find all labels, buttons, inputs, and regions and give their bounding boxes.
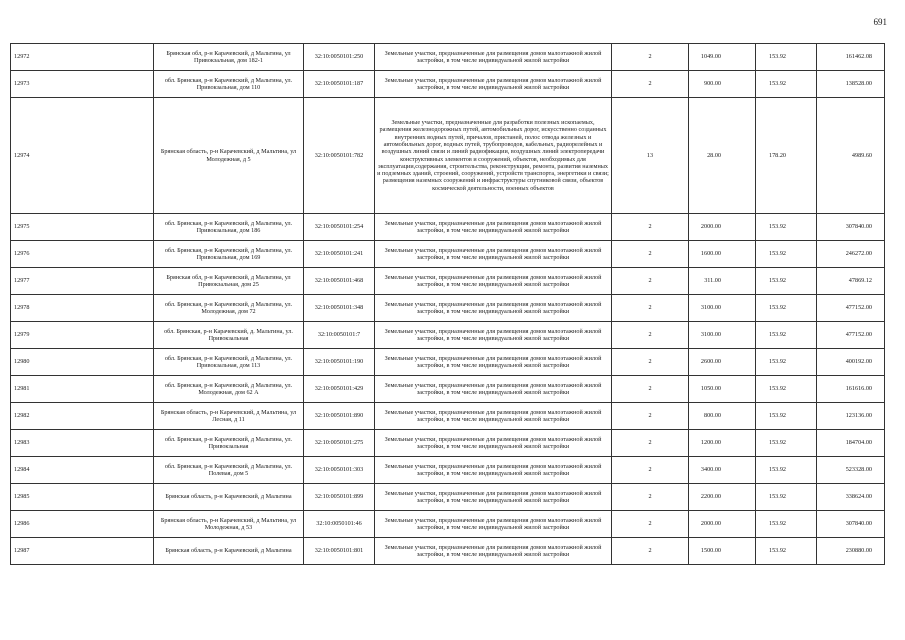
table-row: [11, 538, 885, 565]
cadastral-number: 32:10:0050101:782: [304, 98, 375, 214]
cadastral-cost: 47869.12: [817, 268, 885, 295]
use-group: 2: [612, 322, 689, 349]
address-cell: обл. Брянская, р-н Карачевский, д Мальтина, ул. Привокзальная, дом 169: [154, 241, 304, 268]
area-value: 3100.00: [689, 322, 756, 349]
cadastral-number: 32:10:0050101:899: [304, 484, 375, 511]
specific-value: 153.92: [756, 376, 817, 403]
land-use-purpose: Земельные участки, предназначенные для размещения домов малоэтажной жилой застройки, в том числе индивидуальной жилой застройки: [375, 376, 612, 403]
use-group: 2: [612, 44, 689, 71]
cadastral-number: 32:10:0050101:348: [304, 295, 375, 322]
specific-value: 153.92: [756, 214, 817, 241]
cadastral-cost: 523328.00: [817, 457, 885, 484]
land-use-purpose: Земельные участки, предназначенные для размещения домов малоэтажной жилой застройки, в том числе индивидуальной жилой застройки: [375, 214, 612, 241]
specific-value: 153.92: [756, 71, 817, 98]
cadastral-number: 32:10:0050101:241: [304, 241, 375, 268]
area-value: 2000.00: [689, 214, 756, 241]
table-row: [11, 98, 885, 214]
specific-value: 153.92: [756, 349, 817, 376]
use-group: 2: [612, 403, 689, 430]
cadastral-cost: 184704.00: [817, 430, 885, 457]
cadastral-number: 32:10:0050101:468: [304, 268, 375, 295]
address-cell: обл. Брянская, р-н Карачевский, д Мальтина, ул. Привокзальная, дом 186: [154, 214, 304, 241]
cadastral-cost: 246272.00: [817, 241, 885, 268]
use-group: 2: [612, 295, 689, 322]
record-number: 12979: [11, 322, 154, 349]
area-value: 28.00: [689, 98, 756, 214]
specific-value: 153.92: [756, 268, 817, 295]
area-value: 2000.00: [689, 511, 756, 538]
record-number: 12974: [11, 98, 154, 214]
table-row: [11, 322, 885, 349]
land-use-purpose: Земельные участки, предназначенные для размещения домов малоэтажной жилой застройки, в том числе индивидуальной жилой застройки: [375, 71, 612, 98]
page-number: 691: [873, 17, 887, 27]
land-use-purpose: Земельные участки, предназначенные для размещения домов малоэтажной жилой застройки, в том числе индивидуальной жилой застройки: [375, 295, 612, 322]
record-number: 12981: [11, 376, 154, 403]
use-group: 2: [612, 484, 689, 511]
table-row: [11, 268, 885, 295]
cadastral-number: 32:10:0050101:254: [304, 214, 375, 241]
land-use-purpose: Земельные участки, предназначенные для размещения домов малоэтажной жилой застройки, в том числе индивидуальной жилой застройки: [375, 44, 612, 71]
cadastral-cost: 307840.00: [817, 214, 885, 241]
cadastral-number: 32:10:0050101:303: [304, 457, 375, 484]
table-row: [11, 376, 885, 403]
use-group: 2: [612, 457, 689, 484]
area-value: 2600.00: [689, 349, 756, 376]
record-number: 12984: [11, 457, 154, 484]
use-group: 2: [612, 349, 689, 376]
address-cell: обл. Брянская, р-н Карачевский, д. Мальтина, ул. Привокзальная: [154, 322, 304, 349]
record-number: 12986: [11, 511, 154, 538]
table-row: [11, 44, 885, 71]
address-cell: Брянская область, р-н Карачевский, д Мальтина, ул Лесная, д 11: [154, 403, 304, 430]
land-use-purpose: Земельные участки, предназначенные для размещения домов малоэтажной жилой застройки, в том числе индивидуальной жилой застройки: [375, 322, 612, 349]
registry-body: [11, 44, 885, 565]
specific-value: 153.92: [756, 430, 817, 457]
address-cell: обл. Брянская, р-н Карачевский, д Мальтина, ул. Привокзальная, дом 113: [154, 349, 304, 376]
address-cell: обл. Брянская, р-н Карачевский, д Мальтина, ул. Молодежная, дом 62 А: [154, 376, 304, 403]
address-cell: обл. Брянская, р-н Карачевский, д Мальтина, ул. Привокзальная, дом 110: [154, 71, 304, 98]
cadastral-cost: 400192.00: [817, 349, 885, 376]
use-group: 2: [612, 268, 689, 295]
land-use-purpose: Земельные участки, предназначенные для размещения домов малоэтажной жилой застройки, в том числе индивидуальной жилой застройки: [375, 484, 612, 511]
table-row: [11, 484, 885, 511]
cadastral-cost: 123136.00: [817, 403, 885, 430]
address-cell: Брянская обл, р-н Карачевский, д Мальтина, ул Привокзальная, дом 182-1: [154, 44, 304, 71]
table-row: [11, 511, 885, 538]
table-row: [11, 349, 885, 376]
address-cell: Брянская область, р-н Карачевский, д Мальтина: [154, 484, 304, 511]
record-number: 12987: [11, 538, 154, 565]
specific-value: 153.92: [756, 511, 817, 538]
table-row: [11, 295, 885, 322]
specific-value: 153.92: [756, 457, 817, 484]
area-value: 1050.00: [689, 376, 756, 403]
area-value: 1600.00: [689, 241, 756, 268]
use-group: 2: [612, 214, 689, 241]
table-row: [11, 430, 885, 457]
cadastral-number: 32:10:0050101:429: [304, 376, 375, 403]
cadastral-number: 32:10:0050101:190: [304, 349, 375, 376]
record-number: 12976: [11, 241, 154, 268]
use-group: 2: [612, 71, 689, 98]
use-group: 2: [612, 376, 689, 403]
table-row: [11, 241, 885, 268]
cadastral-cost: 138528.00: [817, 71, 885, 98]
land-use-purpose: Земельные участки, предназначенные для разработки полезных ископаемых, размещения железнодорожных путей, автомобильных дорог, искусственно созданных внутренних водных путей, причалов, пристаней, полос отвода железных и автомобильных дорог, водных путей, трубопроводов, кабельных, радиорелейных и воздушных линий связи и линий радиофикации, воздушных линий электропередачи конструктивных элементов и сооружений, объектов, необходимых для эксплуатации,содержания, строительства, реконструкции, ремонта, развития наземных и подземных зданий, строений, сооружений, устройств транспорта, энергетики и связи; размещения наземных сооружений и инфраструктуры спутниковой связи, объектов космической деятельности, военных объектов: [375, 98, 612, 214]
cadastral-number: 32:10:0050101:46: [304, 511, 375, 538]
table-row: [11, 403, 885, 430]
record-number: 12972: [11, 44, 154, 71]
area-value: 1049.00: [689, 44, 756, 71]
specific-value: 153.92: [756, 538, 817, 565]
area-value: 800.00: [689, 403, 756, 430]
area-value: 2200.00: [689, 484, 756, 511]
cadastral-number: 32:10:0050101:890: [304, 403, 375, 430]
land-use-purpose: Земельные участки, предназначенные для размещения домов малоэтажной жилой застройки, в том числе индивидуальной жилой застройки: [375, 241, 612, 268]
land-use-purpose: Земельные участки, предназначенные для размещения домов малоэтажной жилой застройки, в том числе индивидуальной жилой застройки: [375, 403, 612, 430]
use-group: 2: [612, 538, 689, 565]
record-number: 12973: [11, 71, 154, 98]
cadastral-number: 32:10:0050101:275: [304, 430, 375, 457]
specific-value: 153.92: [756, 484, 817, 511]
address-cell: обл. Брянская, р-н Карачевский, д Мальтина, ул. Полевая, дом 5: [154, 457, 304, 484]
specific-value: 153.92: [756, 44, 817, 71]
use-group: 2: [612, 241, 689, 268]
address-cell: Брянская область, р-н Карачевский, д Мальтина, ул Молодежная, д 53: [154, 511, 304, 538]
area-value: 3100.00: [689, 295, 756, 322]
record-number: 12982: [11, 403, 154, 430]
cadastral-cost: 477152.00: [817, 322, 885, 349]
area-value: 900.00: [689, 71, 756, 98]
specific-value: 178.20: [756, 98, 817, 214]
land-use-purpose: Земельные участки, предназначенные для размещения домов малоэтажной жилой застройки, в том числе индивидуальной жилой застройки: [375, 430, 612, 457]
cadastral-cost: 477152.00: [817, 295, 885, 322]
address-cell: Брянская обл, р-н Карачевский, д Мальтина, ул Привокзальная, дом 25: [154, 268, 304, 295]
record-number: 12978: [11, 295, 154, 322]
area-value: 311.00: [689, 268, 756, 295]
area-value: 3400.00: [689, 457, 756, 484]
area-value: 1200.00: [689, 430, 756, 457]
cadastral-registry-table: [10, 43, 885, 565]
cadastral-cost: 307840.00: [817, 511, 885, 538]
table-row: [11, 71, 885, 98]
use-group: 2: [612, 511, 689, 538]
address-cell: обл. Брянская, р-н Карачевский, д Мальтина, ул. Молодежная, дом 72: [154, 295, 304, 322]
address-cell: обл. Брянская, р-н Карачевский, д Мальтина, ул. Привокзальная: [154, 430, 304, 457]
cadastral-number: 32:10:0050101:801: [304, 538, 375, 565]
land-use-purpose: Земельные участки, предназначенные для размещения домов малоэтажной жилой застройки, в том числе индивидуальной жилой застройки: [375, 457, 612, 484]
address-cell: Брянская область, р-н Карачевский, д Мальтина: [154, 538, 304, 565]
cadastral-cost: 230880.00: [817, 538, 885, 565]
record-number: 12983: [11, 430, 154, 457]
land-use-purpose: Земельные участки, предназначенные для размещения домов малоэтажной жилой застройки, в том числе индивидуальной жилой застройки: [375, 268, 612, 295]
cadastral-cost: 4989.60: [817, 98, 885, 214]
land-use-purpose: Земельные участки, предназначенные для размещения домов малоэтажной жилой застройки, в том числе индивидуальной жилой застройки: [375, 538, 612, 565]
land-use-purpose: Земельные участки, предназначенные для размещения домов малоэтажной жилой застройки, в том числе индивидуальной жилой застройки: [375, 511, 612, 538]
record-number: 12977: [11, 268, 154, 295]
specific-value: 153.92: [756, 403, 817, 430]
specific-value: 153.92: [756, 295, 817, 322]
area-value: 1500.00: [689, 538, 756, 565]
cadastral-number: 32:10:0050101:187: [304, 71, 375, 98]
specific-value: 153.92: [756, 322, 817, 349]
record-number: 12980: [11, 349, 154, 376]
table-row: [11, 457, 885, 484]
land-use-purpose: Земельные участки, предназначенные для размещения домов малоэтажной жилой застройки, в том числе индивидуальной жилой застройки: [375, 349, 612, 376]
cadastral-cost: 161616.00: [817, 376, 885, 403]
cadastral-cost: 338624.00: [817, 484, 885, 511]
specific-value: 153.92: [756, 241, 817, 268]
table-row: [11, 214, 885, 241]
use-group: 2: [612, 430, 689, 457]
cadastral-cost: 161462.08: [817, 44, 885, 71]
cadastral-number: 32:10:0050101:7: [304, 322, 375, 349]
record-number: 12985: [11, 484, 154, 511]
cadastral-number: 32:10:0050101:250: [304, 44, 375, 71]
use-group: 13: [612, 98, 689, 214]
record-number: 12975: [11, 214, 154, 241]
address-cell: Брянская область, р-н Карачевский, д Мальтина, ул Молодежная, д 5: [154, 98, 304, 214]
